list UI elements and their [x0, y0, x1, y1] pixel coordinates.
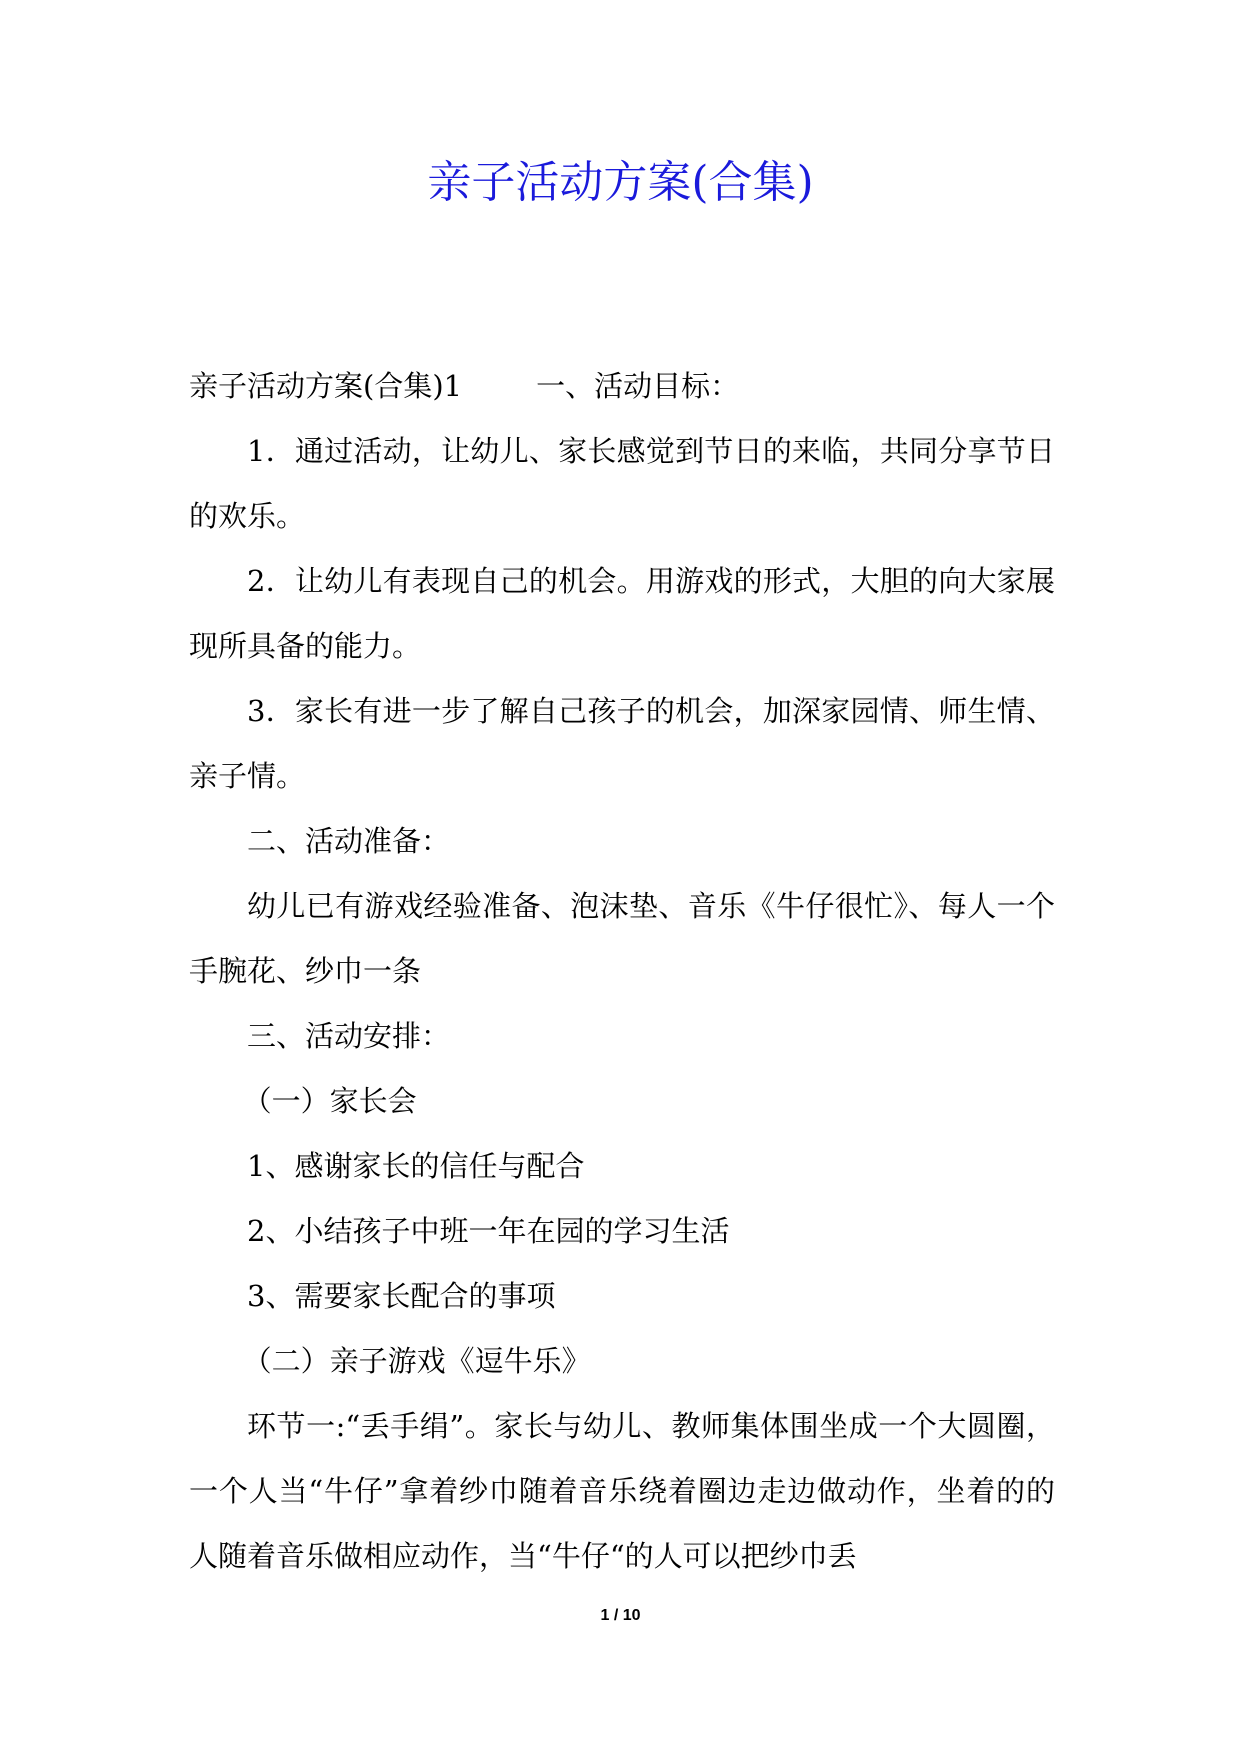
paragraph-heading-line: [189, 354, 1055, 419]
heading-preparation: 二、活动准备：: [247, 824, 451, 858]
list-item-2: 2、小结孩子中班一年在园的学习生活: [247, 1214, 730, 1248]
heading-parent-child-game: （二）亲子游戏《逗牛乐》: [242, 1344, 591, 1378]
paragraph-goal-2: 2．让幼儿有表现自己的机会。用游戏的形式，大胆的向大家展现所具备的能力。: [189, 564, 1055, 663]
list-item-1: 1、感谢家长的信任与配合: [247, 1149, 585, 1183]
list-item-3: 3、需要家长配合的事项: [247, 1279, 556, 1313]
heading-arrangement: 三、活动安排：: [247, 1019, 451, 1053]
paragraph-goal-3: 3．家长有进一步了解自己孩子的机会，加深家园情、师生情、亲子情。: [189, 694, 1055, 793]
document-body: [189, 354, 1055, 1589]
heading-goals: 一、活动目标：: [536, 369, 740, 403]
paragraph-goal-1: 1．通过活动，让幼儿、家长感觉到节日的来临，共同分享节日的欢乐。: [189, 434, 1055, 533]
heading-parent-meeting: （一）家长会: [242, 1084, 417, 1118]
section-title-inline: 亲子活动方案(合集)1: [189, 369, 463, 403]
page-number: 1 / 10: [600, 1607, 641, 1624]
paragraph-preparation: 幼儿已有游戏经验准备、泡沫垫、音乐《牛仔很忙》、每人一个手腕花、纱巾一条: [189, 889, 1055, 988]
document-title: 亲子活动方案(合集): [427, 157, 814, 208]
paragraph-game-step-1: 环节一:“丢手绢”。家长与幼儿、教师集体围坐成一个大圆圈，一个人当“牛仔”拿着纱巾随着音乐绕着圈边走边做动作，坐着的的人随着音乐做相应动作，当“牛仔“的人可以把纱巾丢: [189, 1409, 1055, 1573]
